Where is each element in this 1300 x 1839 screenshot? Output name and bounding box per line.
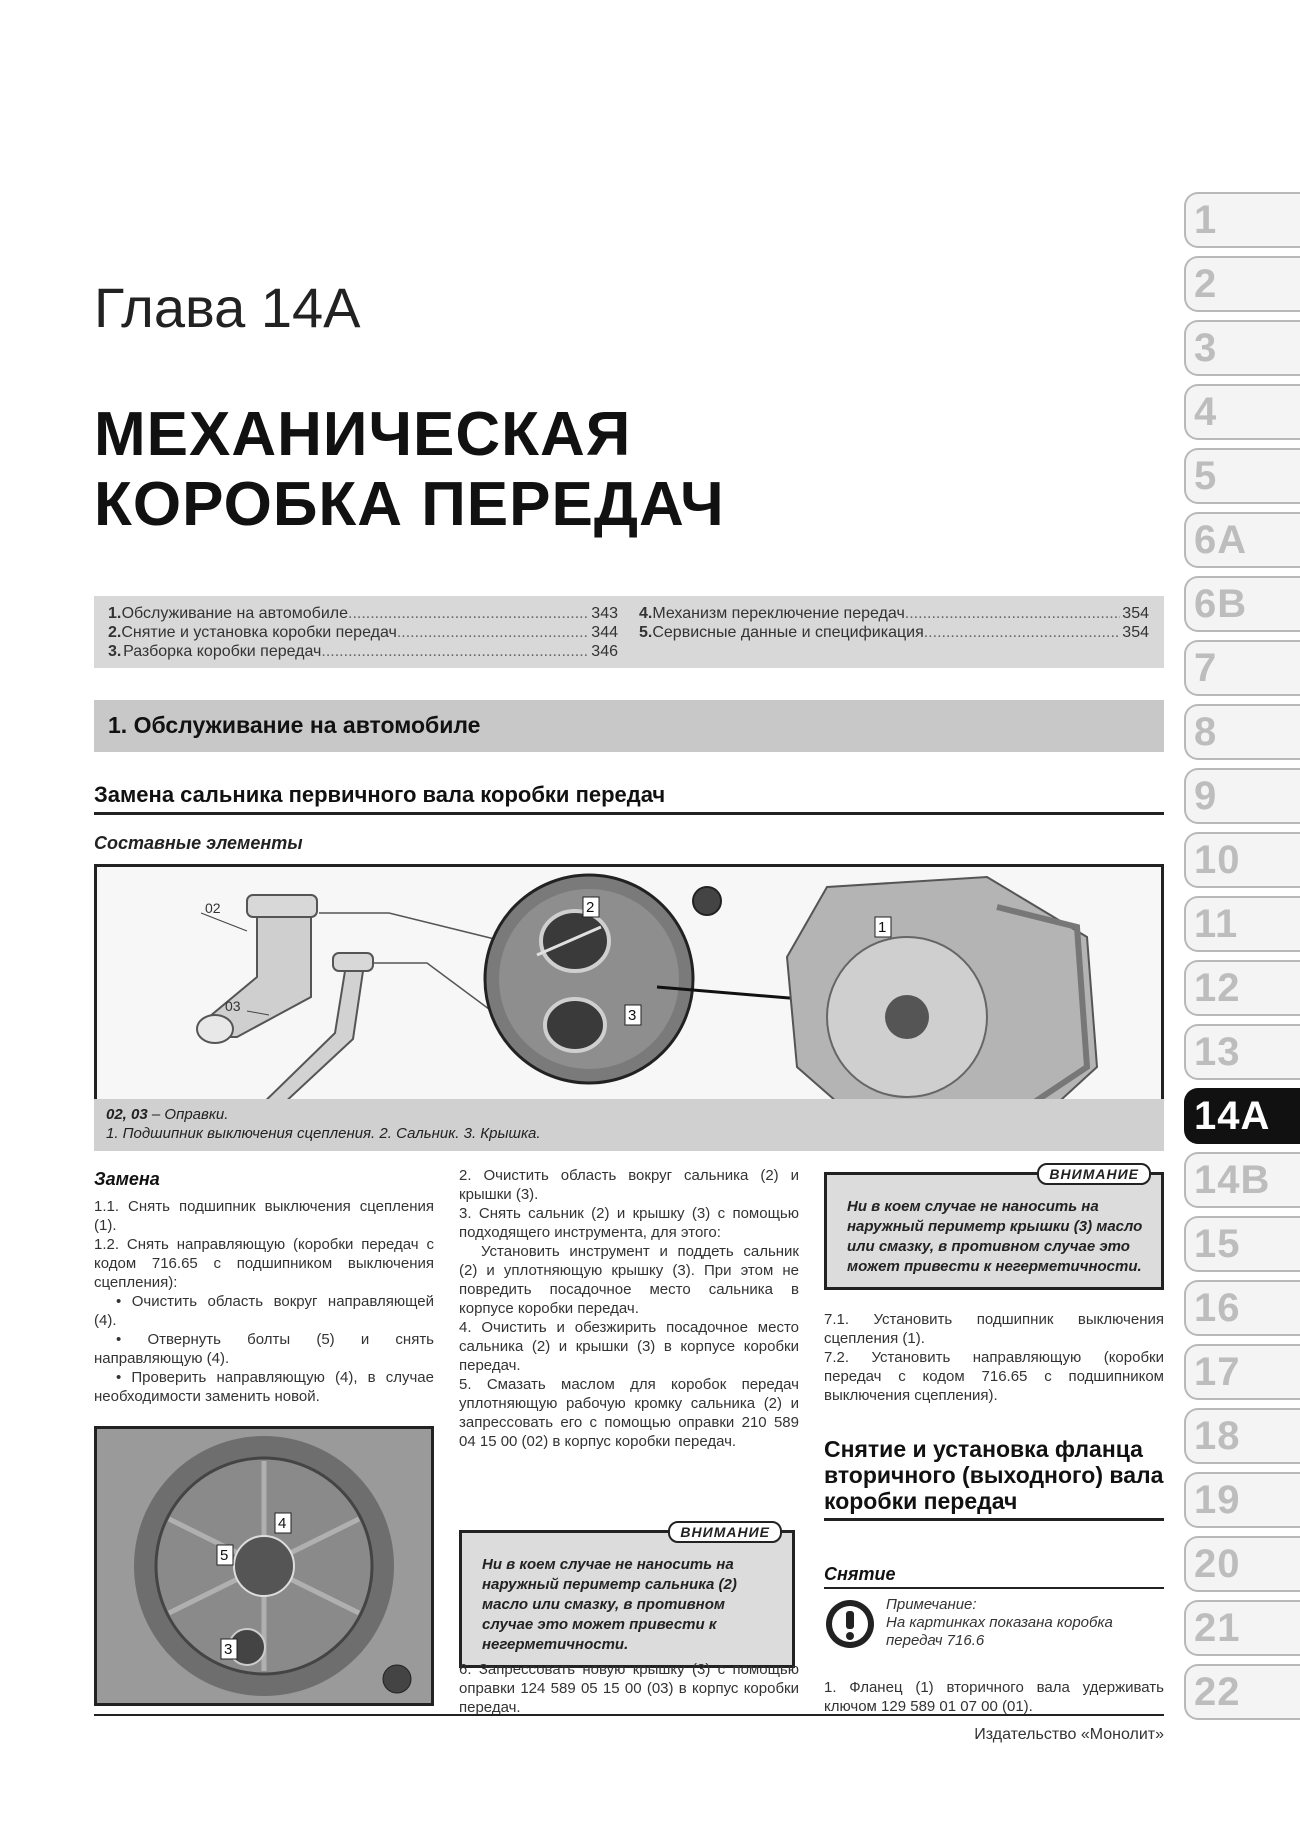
chapter-tab[interactable] <box>1184 1660 1300 1724</box>
label-3b: 3 <box>224 1641 233 1658</box>
toc-num: 2. <box>108 624 122 641</box>
caption-text: – Оправки. <box>147 1106 229 1123</box>
chapter-tab[interactable] <box>1184 764 1300 828</box>
step-paragraph: 6. Запрессовать новую крышку (3) с помощью оправки 124 589 05 15 00 (03) в корпус коробки передач. <box>459 1661 799 1716</box>
warning-tag: ВНИМАНИЕ <box>668 1521 782 1543</box>
toc-column-left <box>108 604 618 661</box>
chapter-tab[interactable] <box>1184 1276 1300 1340</box>
toc-page: 344 <box>591 624 618 641</box>
step-paragraph: 5. Смазать маслом для коробок передач уплотняющую рабочую кромку сальника (2) и запрессовать его с помощью оправки 210 589 04 15 00 (02) в корпус коробки передач. <box>459 1376 799 1450</box>
tab-label: 6A <box>1194 518 1248 562</box>
chapter-tab[interactable] <box>1184 252 1300 316</box>
toc-page: 354 <box>1122 624 1149 641</box>
note-block <box>824 1596 1164 1668</box>
tab-label: 8 <box>1194 710 1218 754</box>
label-1: 1 <box>878 919 887 936</box>
tab-label: 14A <box>1194 1094 1271 1138</box>
toc-text: Механизм переключение передач <box>652 605 905 622</box>
toc-leader <box>905 604 1121 623</box>
chapter-tab[interactable] <box>1184 1340 1300 1404</box>
warning-box-cover <box>824 1166 1164 1290</box>
removal-heading: Снятие <box>824 1564 1164 1589</box>
step-paragraph: 1. Фланец (1) вторичного вала удерживать ключом 129 589 01 07 00 (01). <box>824 1679 1164 1715</box>
toc-entry[interactable] <box>108 604 618 623</box>
label-4: 4 <box>278 1515 287 1532</box>
toc-num: 3. <box>108 643 122 660</box>
section-bar <box>94 700 1164 752</box>
toc-num: 1. <box>108 605 122 622</box>
toc-leader <box>348 604 589 623</box>
step-paragraph: • Проверить направляющую (4), в случае необходимости заменить новой. <box>94 1369 434 1405</box>
manufacturer-icon <box>693 887 721 915</box>
manufacturer-icon <box>383 1665 411 1693</box>
step-paragraph: 3. Снять сальник (2) и крышку (3) с помощью подходящего инструмента, для этого: <box>459 1205 799 1241</box>
column-3-tail <box>824 1678 1164 1716</box>
bellhousing-illustration <box>97 1429 431 1703</box>
step-paragraph: 7.2. Установить направляющую (коробки передач с кодом 716.65 с подшипником выключения сцепления). <box>824 1349 1164 1404</box>
subsection-title: Замена сальника первичного вала коробки передач <box>94 782 1164 815</box>
tab-label: 4 <box>1194 390 1218 434</box>
tab-label: 7 <box>1194 646 1218 690</box>
tab-label: 9 <box>1194 774 1218 818</box>
title-line: КОРОБКА ПЕРЕДАЧ <box>94 470 725 539</box>
column-2 <box>459 1166 799 1451</box>
column-2-tail <box>459 1660 799 1717</box>
tab-label: 1 <box>1194 198 1218 242</box>
label-3: 3 <box>628 1007 637 1024</box>
title-line: МЕХАНИЧЕСКАЯ <box>94 400 632 469</box>
chapter-tab[interactable] <box>1184 1596 1300 1660</box>
chapter-tab[interactable] <box>1184 1212 1300 1276</box>
toc-leader <box>924 623 1121 642</box>
toc-text: Обслуживание на автомобиле <box>121 605 348 622</box>
toc-num: 4. <box>639 605 653 622</box>
step-paragraph: 1.1. Снять подшипник выключения сцепления (1). <box>94 1198 434 1234</box>
section-title: 1. Обслуживание на автомобиле <box>108 712 481 738</box>
label-03: 03 <box>225 998 241 1014</box>
tab-label: 21 <box>1194 1606 1241 1650</box>
warning-box-seal <box>459 1524 795 1668</box>
tab-label: 18 <box>1194 1414 1241 1458</box>
toc-leader <box>397 623 589 642</box>
publisher-footer: Издательство «Монолит» <box>974 1726 1164 1743</box>
chapter-tab[interactable] <box>1184 1404 1300 1468</box>
tab-label: 11 <box>1194 902 1239 946</box>
chapter-tab[interactable] <box>1184 508 1300 572</box>
replacement-heading: Замена <box>94 1169 160 1189</box>
chapter-tab[interactable] <box>1184 1084 1300 1148</box>
label-02: 02 <box>205 900 221 916</box>
warning-text: Ни в коем случае не наносить на наружный периметр сальника (2) масло или смазку, в противном случае это может привести к негерметичности. <box>482 1556 737 1653</box>
tab-label: 6B <box>1194 582 1248 626</box>
column-3 <box>824 1310 1164 1405</box>
toc-page: 346 <box>591 643 618 660</box>
chapter-tab[interactable] <box>1184 380 1300 444</box>
toc-text: Снятие и установка коробки передач <box>121 624 397 641</box>
chapter-tab[interactable] <box>1184 636 1300 700</box>
tab-label: 22 <box>1194 1670 1241 1714</box>
toc-entry[interactable] <box>108 642 618 661</box>
toc-entry[interactable] <box>108 623 618 642</box>
step-paragraph: • Очистить область вокруг направляющей (4). <box>94 1293 434 1329</box>
chapter-tab[interactable] <box>1184 892 1300 956</box>
step-paragraph: 2. Очистить область вокруг сальника (2) и крышки (3). <box>459 1167 799 1203</box>
flange-section-title: Снятие и установка фланца вторичного (выходного) вала коробки передач <box>824 1436 1164 1521</box>
warning-text: Ни в коем случае не наносить на наружный периметр крышки (3) масло или смазку, в противном случае это может привести к негерметичности. <box>847 1198 1143 1275</box>
tab-label: 19 <box>1194 1478 1241 1522</box>
column-1 <box>94 1170 434 1406</box>
tab-label: 12 <box>1194 966 1241 1010</box>
step-paragraph: • Отвернуть болты (5) и снять направляющую (4). <box>94 1331 434 1367</box>
tab-label: 3 <box>1194 326 1218 370</box>
tab-label: 15 <box>1194 1222 1241 1266</box>
caption-bold: 02, 03 <box>106 1106 148 1123</box>
caption-line2: 1. Подшипник выключения сцепления. 2. Сальник. 3. Крышка. <box>106 1125 541 1142</box>
step-paragraph: Установить инструмент и поддеть сальник (2) и уплотняющую крышку (3). При этом не повредить посадочное место сальника в корпусе коробки передач. <box>459 1243 799 1317</box>
components-heading: Составные элементы <box>94 833 303 853</box>
step-paragraph: 4. Очистить и обезжирить посадочное место сальника (2) и крышки (3) в корпусе коробки передач. <box>459 1319 799 1374</box>
chapter-tab[interactable] <box>1184 572 1300 636</box>
warning-tag: ВНИМАНИЕ <box>1037 1163 1151 1185</box>
tab-label: 14B <box>1194 1158 1271 1202</box>
chapter-tab[interactable] <box>1184 188 1300 252</box>
toc-text: Сервисные данные и спецификация <box>652 624 924 641</box>
mandrel-02-drawing <box>197 895 317 1043</box>
chapter-title <box>94 400 725 540</box>
chapter-tab[interactable] <box>1184 1468 1300 1532</box>
figure-caption <box>94 1099 1164 1151</box>
chapter-tab[interactable] <box>1184 444 1300 508</box>
chapter-tab[interactable] <box>1184 1020 1300 1084</box>
label-2: 2 <box>586 899 595 916</box>
tab-label: 2 <box>1194 262 1218 306</box>
chapter-tab[interactable] <box>1184 1148 1300 1212</box>
table-of-contents <box>94 596 1164 668</box>
toc-entry[interactable] <box>639 623 1149 642</box>
chapter-tab[interactable] <box>1184 1532 1300 1596</box>
toc-text: Разборка коробки передач <box>123 643 322 660</box>
toc-page: 343 <box>591 605 618 622</box>
note-text <box>886 1596 1166 1650</box>
note-body: На картинках показана коробка передач 716.6 <box>886 1614 1113 1649</box>
toc-num: 5. <box>639 624 653 641</box>
chapter-tab[interactable] <box>1184 700 1300 764</box>
toc-leader <box>321 642 589 661</box>
tab-label: 17 <box>1194 1350 1241 1394</box>
chapter-tab[interactable] <box>1184 956 1300 1020</box>
step-paragraph: 7.1. Установить подшипник выключения сцепления (1). <box>824 1311 1164 1347</box>
gearbox-photo <box>787 877 1097 1137</box>
toc-page: 354 <box>1122 605 1149 622</box>
tab-label: 20 <box>1194 1542 1241 1586</box>
label-5: 5 <box>220 1547 229 1564</box>
footer-rule <box>94 1714 1164 1716</box>
toc-entry[interactable] <box>639 604 1149 623</box>
toc-column-right <box>639 604 1149 642</box>
chapter-label: Глава 14А <box>94 276 361 339</box>
chapter-tab[interactable] <box>1184 316 1300 380</box>
tab-label: 16 <box>1194 1286 1241 1330</box>
step-paragraph: 1.2. Снять направляющую (коробки передач с кодом 716.65 с подшипником выключения сцепления): <box>94 1236 434 1291</box>
chapter-tabs <box>1184 188 1300 1724</box>
tab-label: 10 <box>1194 838 1241 882</box>
bellhousing-photo <box>94 1426 434 1706</box>
exclamation-icon <box>824 1598 876 1650</box>
tab-label: 5 <box>1194 454 1218 498</box>
note-label: Примечание: <box>886 1596 977 1613</box>
chapter-tab[interactable] <box>1184 828 1300 892</box>
tab-label: 13 <box>1194 1030 1241 1074</box>
